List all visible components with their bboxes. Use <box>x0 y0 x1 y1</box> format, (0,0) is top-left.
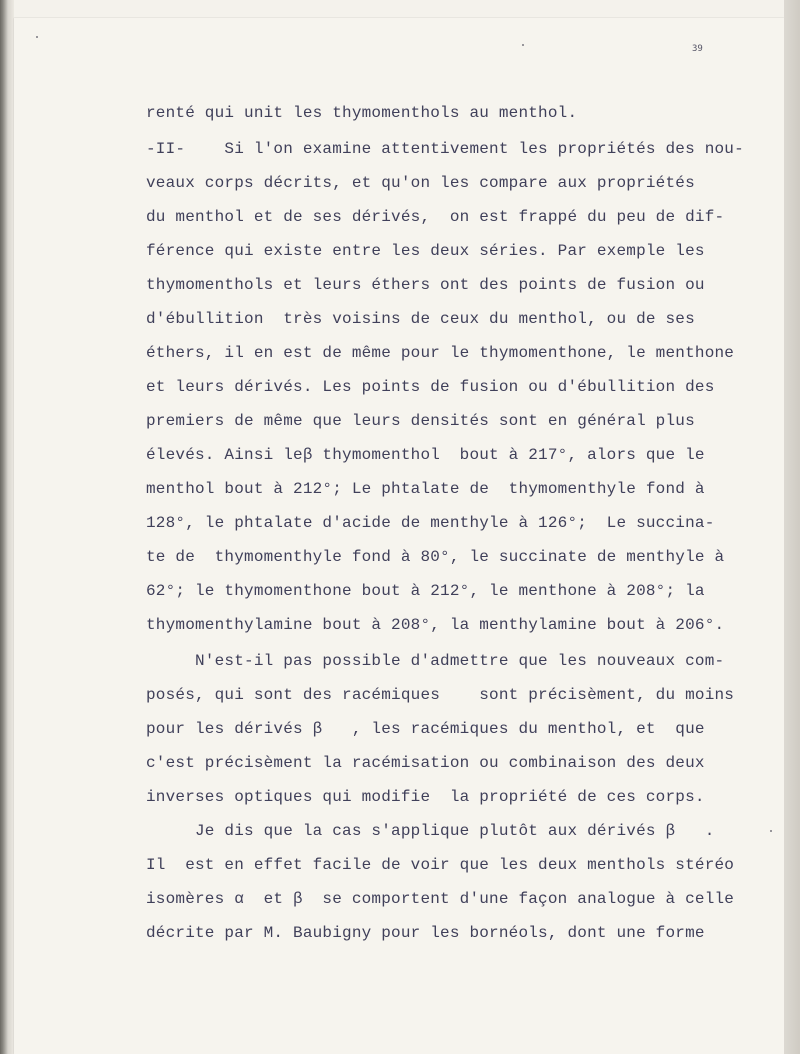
text-line: inverses optiques qui modifie la propriété de ces corps. <box>146 788 705 806</box>
text-line: d'ébullition très voisins de ceux du menthol, ou de ses <box>146 310 695 328</box>
text-line: du menthol et de ses dérivés, on est frappé du peu de dif- <box>146 208 725 226</box>
text-line: isomères α et β se comportent d'une façon analogue à celle <box>146 890 735 908</box>
text-line: pour les dérivés β , les racémiques du menthol, et que <box>146 720 705 738</box>
text-line: élevés. Ainsi leβ thymomenthol bout à 217°, alors que le <box>146 446 705 464</box>
text-line: posés, qui sont des racémiques sont précisèment, du moins <box>146 686 735 704</box>
text-line: -II- Si l'on examine attentivement les propriétés des nou- <box>146 140 744 158</box>
text-line: Il est en effet facile de voir que les deux menthols stéréo <box>146 856 735 874</box>
text-line: N'est-il pas possible d'admettre que les nouveaux com- <box>146 652 725 670</box>
text-line: éthers, il en est de même pour le thymomenthone, le menthone <box>146 344 735 362</box>
text-line: premiers de même que leurs densités sont en général plus <box>146 412 695 430</box>
text-line: 62°; le thymomenthone bout à 212°, le menthone à 208°; la <box>146 582 705 600</box>
text-line: et leurs dérivés. Les points de fusion ou d'ébullition des <box>146 378 715 396</box>
text-line: thymomenthols et leurs éthers ont des points de fusion ou <box>146 276 705 294</box>
text-line: Je dis que la cas s'applique plutôt aux dérivés β . <box>146 822 715 840</box>
text-line: menthol bout à 212°; Le phtalate de thymomenthyle fond à <box>146 480 705 498</box>
text-line: te de thymomenthyle fond à 80°, le succinate de menthyle à <box>146 548 725 566</box>
text-line: renté qui unit les thymomenthols au menthol. <box>146 104 578 122</box>
text-line: décrite par M. Baubigny pour les bornéols, dont une forme <box>146 924 705 942</box>
text-line: veaux corps décrits, et qu'on les compare aux propriétés <box>146 174 695 192</box>
text-line: thymomenthylamine bout à 208°, la menthylamine bout à 206°. <box>146 616 725 634</box>
text-line: c'est précisèment la racémisation ou combinaison des deux <box>146 754 705 772</box>
page-number: 39 <box>692 44 703 54</box>
text-line: férence qui existe entre les deux séries. Par exemple les <box>146 242 705 260</box>
text-line: 128°, le phtalate d'acide de menthyle à 126°; Le succina- <box>146 514 715 532</box>
